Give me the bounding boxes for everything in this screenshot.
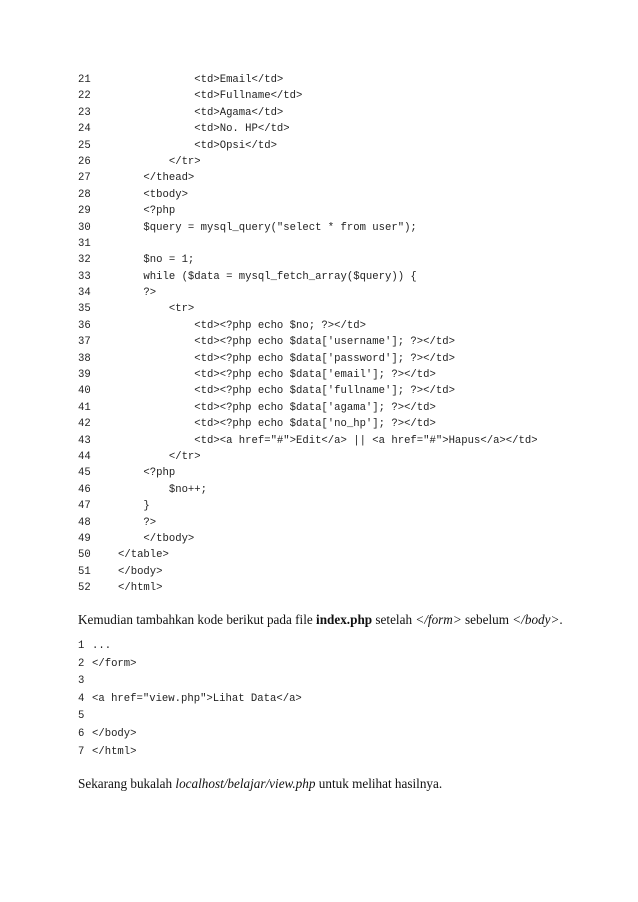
line-number: 50 xyxy=(78,549,91,562)
code-text: </tr> xyxy=(118,450,201,463)
code-text: <tr> xyxy=(118,303,195,316)
code-line xyxy=(78,90,538,106)
code-text: <td>Agama</td> xyxy=(118,106,284,119)
line-number: 37 xyxy=(78,336,91,349)
code-line xyxy=(78,582,538,598)
line-number: 33 xyxy=(78,270,91,283)
url-italic: localhost/belajar/view.php xyxy=(175,776,316,791)
code-text: ... xyxy=(92,640,112,652)
line-number: 28 xyxy=(78,188,91,201)
code-text: ?> xyxy=(118,516,157,529)
code-text: <td>Fullname</td> xyxy=(118,90,303,103)
line-number: 52 xyxy=(78,582,91,595)
code-text: <td><?php echo $data['username']; ?></td> xyxy=(118,336,455,349)
code-line xyxy=(78,500,538,516)
line-number: 49 xyxy=(78,532,91,545)
code-text: <tbody> xyxy=(118,188,188,201)
code-text: <td><?php echo $data['email']; ?></td> xyxy=(118,369,436,382)
tag-italic: </form> xyxy=(415,612,462,627)
code-line xyxy=(78,189,538,205)
code-text: <td><a href="#">Edit</a> || <a href="#">Hapus</a></td> xyxy=(118,434,538,447)
code-text: <td><?php echo $data['agama']; ?></td> xyxy=(118,401,436,414)
line-number: 30 xyxy=(78,221,91,234)
line-number: 43 xyxy=(78,434,91,447)
code-line xyxy=(78,254,538,270)
code-line xyxy=(78,549,538,565)
code-line xyxy=(78,418,538,434)
code-text: </html> xyxy=(118,582,163,595)
paragraph-text: untuk melihat hasilnya. xyxy=(315,776,443,791)
line-number: 3 xyxy=(78,675,85,688)
line-number: 45 xyxy=(78,467,91,480)
code-text: </tr> xyxy=(118,155,201,168)
code-line xyxy=(78,123,538,139)
line-number: 34 xyxy=(78,287,91,300)
code-line xyxy=(78,658,302,676)
line-number: 47 xyxy=(78,500,91,513)
line-number: 51 xyxy=(78,565,91,578)
line-number: 27 xyxy=(78,172,91,185)
code-text: <td>Email</td> xyxy=(118,74,284,86)
code-text: </body> xyxy=(118,565,163,578)
code-line xyxy=(78,693,302,711)
line-number: 44 xyxy=(78,450,91,463)
paragraph-instruction xyxy=(78,612,563,628)
filename-bold: index.php xyxy=(316,612,373,627)
code-line xyxy=(78,675,302,693)
paragraph-text: Sekarang bukalah xyxy=(78,776,176,791)
code-text: $no = 1; xyxy=(118,254,195,267)
code-line xyxy=(78,533,538,549)
line-number: 39 xyxy=(78,369,91,382)
code-text: ?> xyxy=(118,287,157,300)
code-text: </form> xyxy=(92,657,137,670)
code-text: <td><?php echo $data['no_hp']; ?></td> xyxy=(118,418,436,431)
code-line xyxy=(78,402,538,418)
line-number: 2 xyxy=(78,657,85,670)
code-line xyxy=(78,156,538,172)
line-number: 32 xyxy=(78,254,91,267)
line-number: 26 xyxy=(78,155,91,168)
code-text: } xyxy=(118,500,150,513)
line-number: 35 xyxy=(78,303,91,316)
code-line xyxy=(78,451,538,467)
code-line xyxy=(78,353,538,369)
code-text: </tbody> xyxy=(118,532,195,545)
code-text: </body> xyxy=(92,727,137,740)
code-text: <a href="view.php">Lihat Data</a> xyxy=(92,692,302,705)
code-line xyxy=(78,74,538,90)
line-number: 21 xyxy=(78,74,91,86)
code-block-view-php xyxy=(78,74,538,599)
line-number: 23 xyxy=(78,106,91,119)
code-line xyxy=(78,222,538,238)
code-line xyxy=(78,303,538,319)
code-text: while ($data = mysql_fetch_array($query)) { xyxy=(118,270,417,283)
code-text: <td><?php echo $data['fullname']; ?></td> xyxy=(118,385,455,398)
code-text: <?php xyxy=(118,467,176,480)
code-line xyxy=(78,287,538,303)
line-number: 25 xyxy=(78,139,91,152)
code-line xyxy=(78,517,538,533)
code-block-index-php xyxy=(78,640,302,763)
code-line xyxy=(78,467,538,483)
code-line xyxy=(78,640,302,658)
code-line xyxy=(78,710,302,728)
line-number: 46 xyxy=(78,483,91,496)
line-number: 48 xyxy=(78,516,91,529)
paragraph-text: . xyxy=(559,612,563,627)
code-line xyxy=(78,107,538,123)
code-line xyxy=(78,238,538,254)
code-text: </thead> xyxy=(118,172,195,185)
line-number: 40 xyxy=(78,385,91,398)
line-number: 24 xyxy=(78,123,91,136)
line-number: 22 xyxy=(78,90,91,103)
code-line xyxy=(78,336,538,352)
paragraph-text: sebelum xyxy=(461,612,513,627)
code-line xyxy=(78,385,538,401)
code-text: $query = mysql_query("select * from user"); xyxy=(118,221,417,234)
paragraph-text: Kemudian tambahkan kode berikut pada file xyxy=(78,612,317,627)
code-line xyxy=(78,369,538,385)
line-number: 1 xyxy=(78,640,85,652)
tag-italic: </body> xyxy=(512,612,560,627)
paragraph-text: setelah xyxy=(372,612,416,627)
code-line xyxy=(78,728,302,746)
line-number: 41 xyxy=(78,401,91,414)
line-number: 7 xyxy=(78,745,85,758)
code-text: <td>Opsi</td> xyxy=(118,139,277,152)
code-line xyxy=(78,205,538,221)
line-number: 5 xyxy=(78,710,85,723)
line-number: 38 xyxy=(78,352,91,365)
code-line xyxy=(78,566,538,582)
code-line xyxy=(78,320,538,336)
code-text: <td><?php echo $no; ?></td> xyxy=(118,319,366,332)
line-number: 31 xyxy=(78,237,91,250)
code-text: $no++; xyxy=(118,483,208,496)
line-number: 6 xyxy=(78,727,85,740)
code-line xyxy=(78,271,538,287)
code-text: </table> xyxy=(118,549,169,562)
paragraph-conclusion xyxy=(78,776,442,792)
code-text: </html> xyxy=(92,745,137,758)
code-text: <td>No. HP</td> xyxy=(118,123,290,136)
line-number: 29 xyxy=(78,205,91,218)
code-text: <?php xyxy=(118,205,176,218)
code-line xyxy=(78,435,538,451)
line-number: 36 xyxy=(78,319,91,332)
line-number: 42 xyxy=(78,418,91,431)
code-text: <td><?php echo $data['password']; ?></td> xyxy=(118,352,455,365)
code-line xyxy=(78,484,538,500)
code-line xyxy=(78,746,302,764)
code-line xyxy=(78,140,538,156)
line-number: 4 xyxy=(78,692,85,705)
code-line xyxy=(78,172,538,188)
